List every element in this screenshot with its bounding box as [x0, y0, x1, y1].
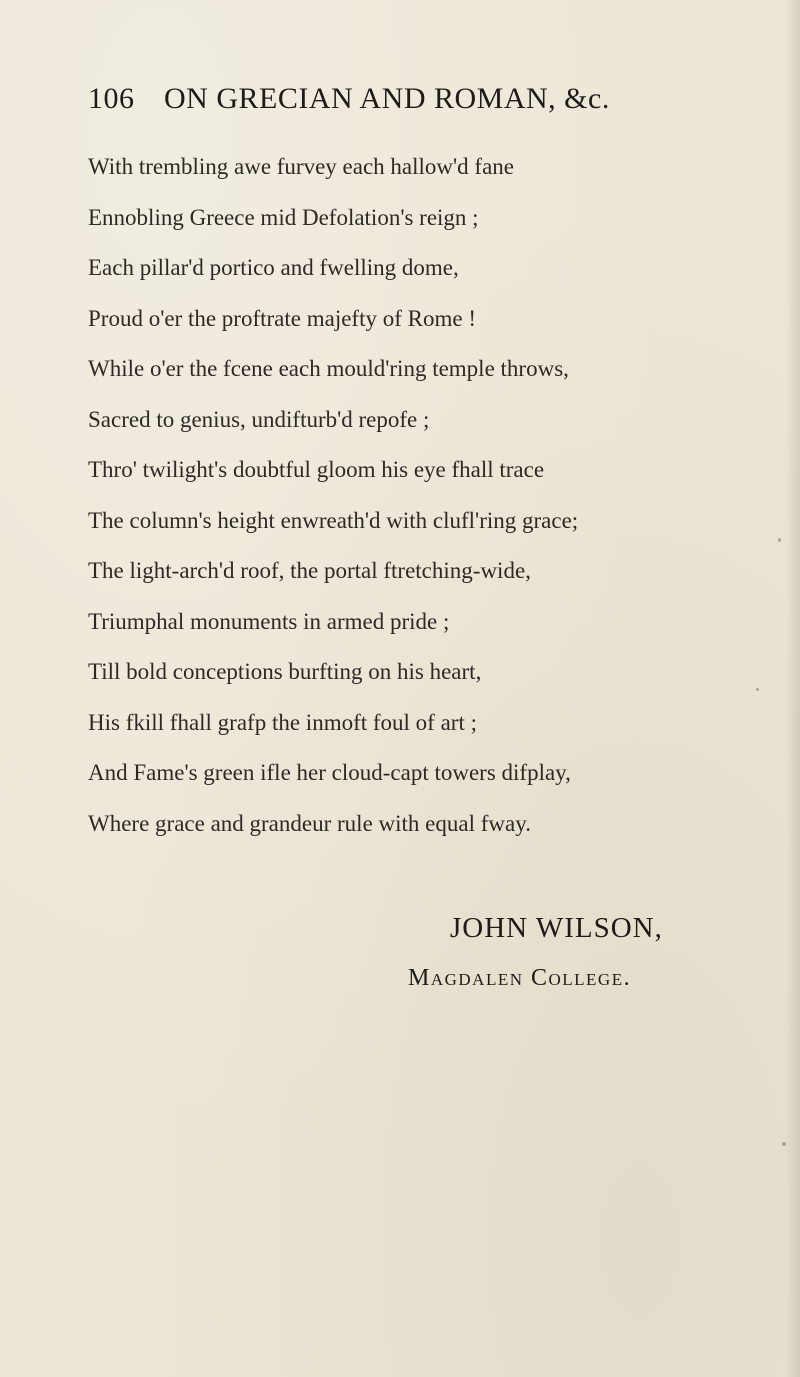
poem-line: Thro' twilight's doubtful gloom his eye fhall trace	[88, 457, 545, 482]
poem-line: Where grace and grandeur rule with equal fway.	[88, 810, 531, 836]
poem-line: With trembling awe furvey each hallow'd fane	[88, 154, 514, 179]
running-title: ON GRECIAN AND ROMAN, &c.	[164, 82, 610, 115]
running-head	[88, 82, 698, 122]
poem-line: And Fame's green ifle her cloud-capt towers difplay,	[88, 760, 571, 785]
page-number: 106	[88, 82, 135, 115]
author-signature: JOHN WILSON,	[450, 912, 663, 944]
poem-line: Till bold conceptions burfting on his heart,	[88, 659, 482, 684]
poem-line: Proud o'er the proftrate majefty of Rome !	[88, 305, 476, 331]
poem-line: Triumphal monuments in armed pride ;	[88, 608, 450, 634]
poem-line: Sacred to genius, undifturb'd repofe ;	[88, 406, 430, 432]
poem-line: His fkill fhall grafp the inmoft foul of art ;	[88, 709, 477, 735]
paper-speck	[756, 688, 759, 691]
poem-line: The column's height enwreath'd with clufl'ring grace;	[88, 507, 579, 533]
poem-line: The light-arch'd roof, the portal ftretching-wide,	[88, 558, 531, 583]
poem-line: Ennobling Greece mid Defolation's reign ;	[88, 204, 479, 230]
author-college: Magdalen College.	[408, 965, 632, 991]
poem	[88, 142, 788, 849]
poem-line: Each pillar'd portico and fwelling dome,	[88, 255, 459, 280]
page-edge-shadow	[786, 0, 800, 1377]
paper-speck	[778, 538, 781, 542]
poem-line: While o'er the fcene each mould'ring temple throws,	[88, 356, 569, 381]
